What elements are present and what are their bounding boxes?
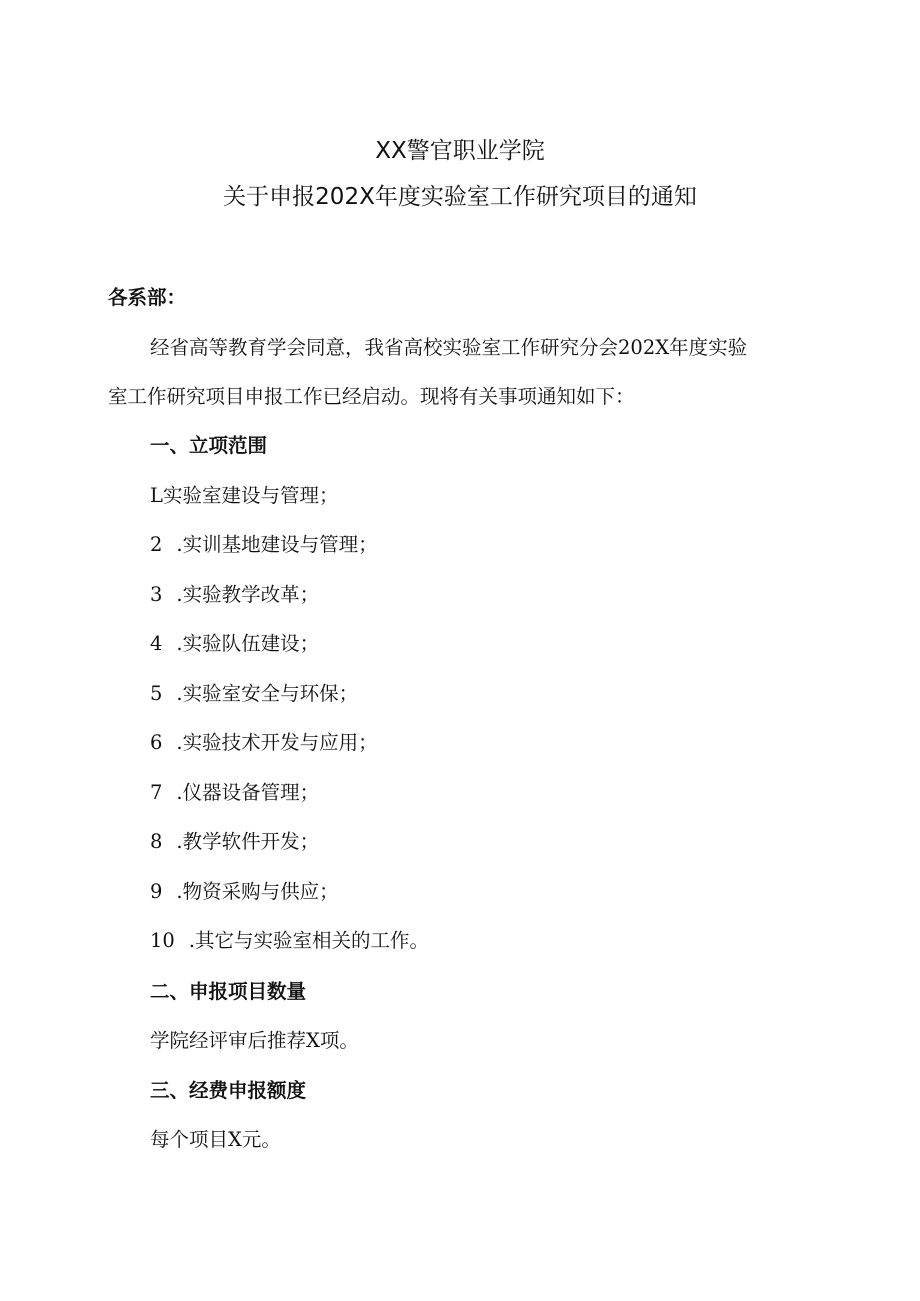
list-item <box>150 729 378 757</box>
list-item-text: .物资采购与供应； <box>176 880 339 903</box>
list-item <box>150 878 339 906</box>
list-item <box>150 581 319 609</box>
list-item-text: .实训基地建设与管理； <box>176 533 378 556</box>
list-item-text: .教学软件开发； <box>176 830 320 853</box>
list-item-text: .实验室安全与环保； <box>176 682 359 705</box>
list-item-number: 7 <box>150 781 163 804</box>
list-item <box>150 927 429 955</box>
quantity-text: 学院经评审后推荐X项。 <box>150 1029 359 1052</box>
list-item-number: 6 <box>150 731 163 754</box>
document-org-title: XX警官职业学院 <box>375 138 545 164</box>
list-item-text: .实验技术开发与应用； <box>176 731 378 754</box>
list-item-number: 3 <box>150 583 163 606</box>
list-item-text: .仪器设备管理； <box>176 781 320 804</box>
list-item-number: 5 <box>150 682 163 705</box>
list-item-text: 实验室建设与管理； <box>162 484 339 507</box>
list-item-number: 9 <box>150 880 163 903</box>
salutation: 各系部： <box>108 286 187 309</box>
list-item-number: L <box>150 484 163 507</box>
list-item-text: .其它与实验室相关的工作。 <box>188 929 430 952</box>
list-item-number: 8 <box>150 830 163 853</box>
list-item <box>150 531 378 559</box>
section-heading-quantity: 二、申报项目数量 <box>150 980 307 1003</box>
list-item <box>150 680 358 708</box>
list-item-text: .实验教学改革； <box>176 583 320 606</box>
section-heading-scope: 一、立项范围 <box>150 434 268 457</box>
funding-text: 每个项目X元。 <box>150 1128 281 1151</box>
intro-paragraph-line-1: 经省高等教育学会同意，我省高校实验室工作研究分会202X年度实验 <box>150 336 748 359</box>
list-item-number: 4 <box>150 632 163 655</box>
intro-paragraph-line-2: 室工作研究项目申报工作已经启动。现将有关事项通知如下： <box>108 385 635 408</box>
list-item <box>150 828 319 856</box>
section-heading-funding: 三、经费申报额度 <box>150 1079 307 1102</box>
list-item <box>150 482 338 510</box>
list-item-number: 2 <box>150 533 163 556</box>
list-item-number: 10 <box>150 929 175 952</box>
document-subject-title: 关于申报202X年度实验室工作研究项目的通知 <box>223 184 697 210</box>
list-item <box>150 779 319 807</box>
list-item <box>150 630 319 658</box>
list-item-text: .实验队伍建设； <box>176 632 320 655</box>
